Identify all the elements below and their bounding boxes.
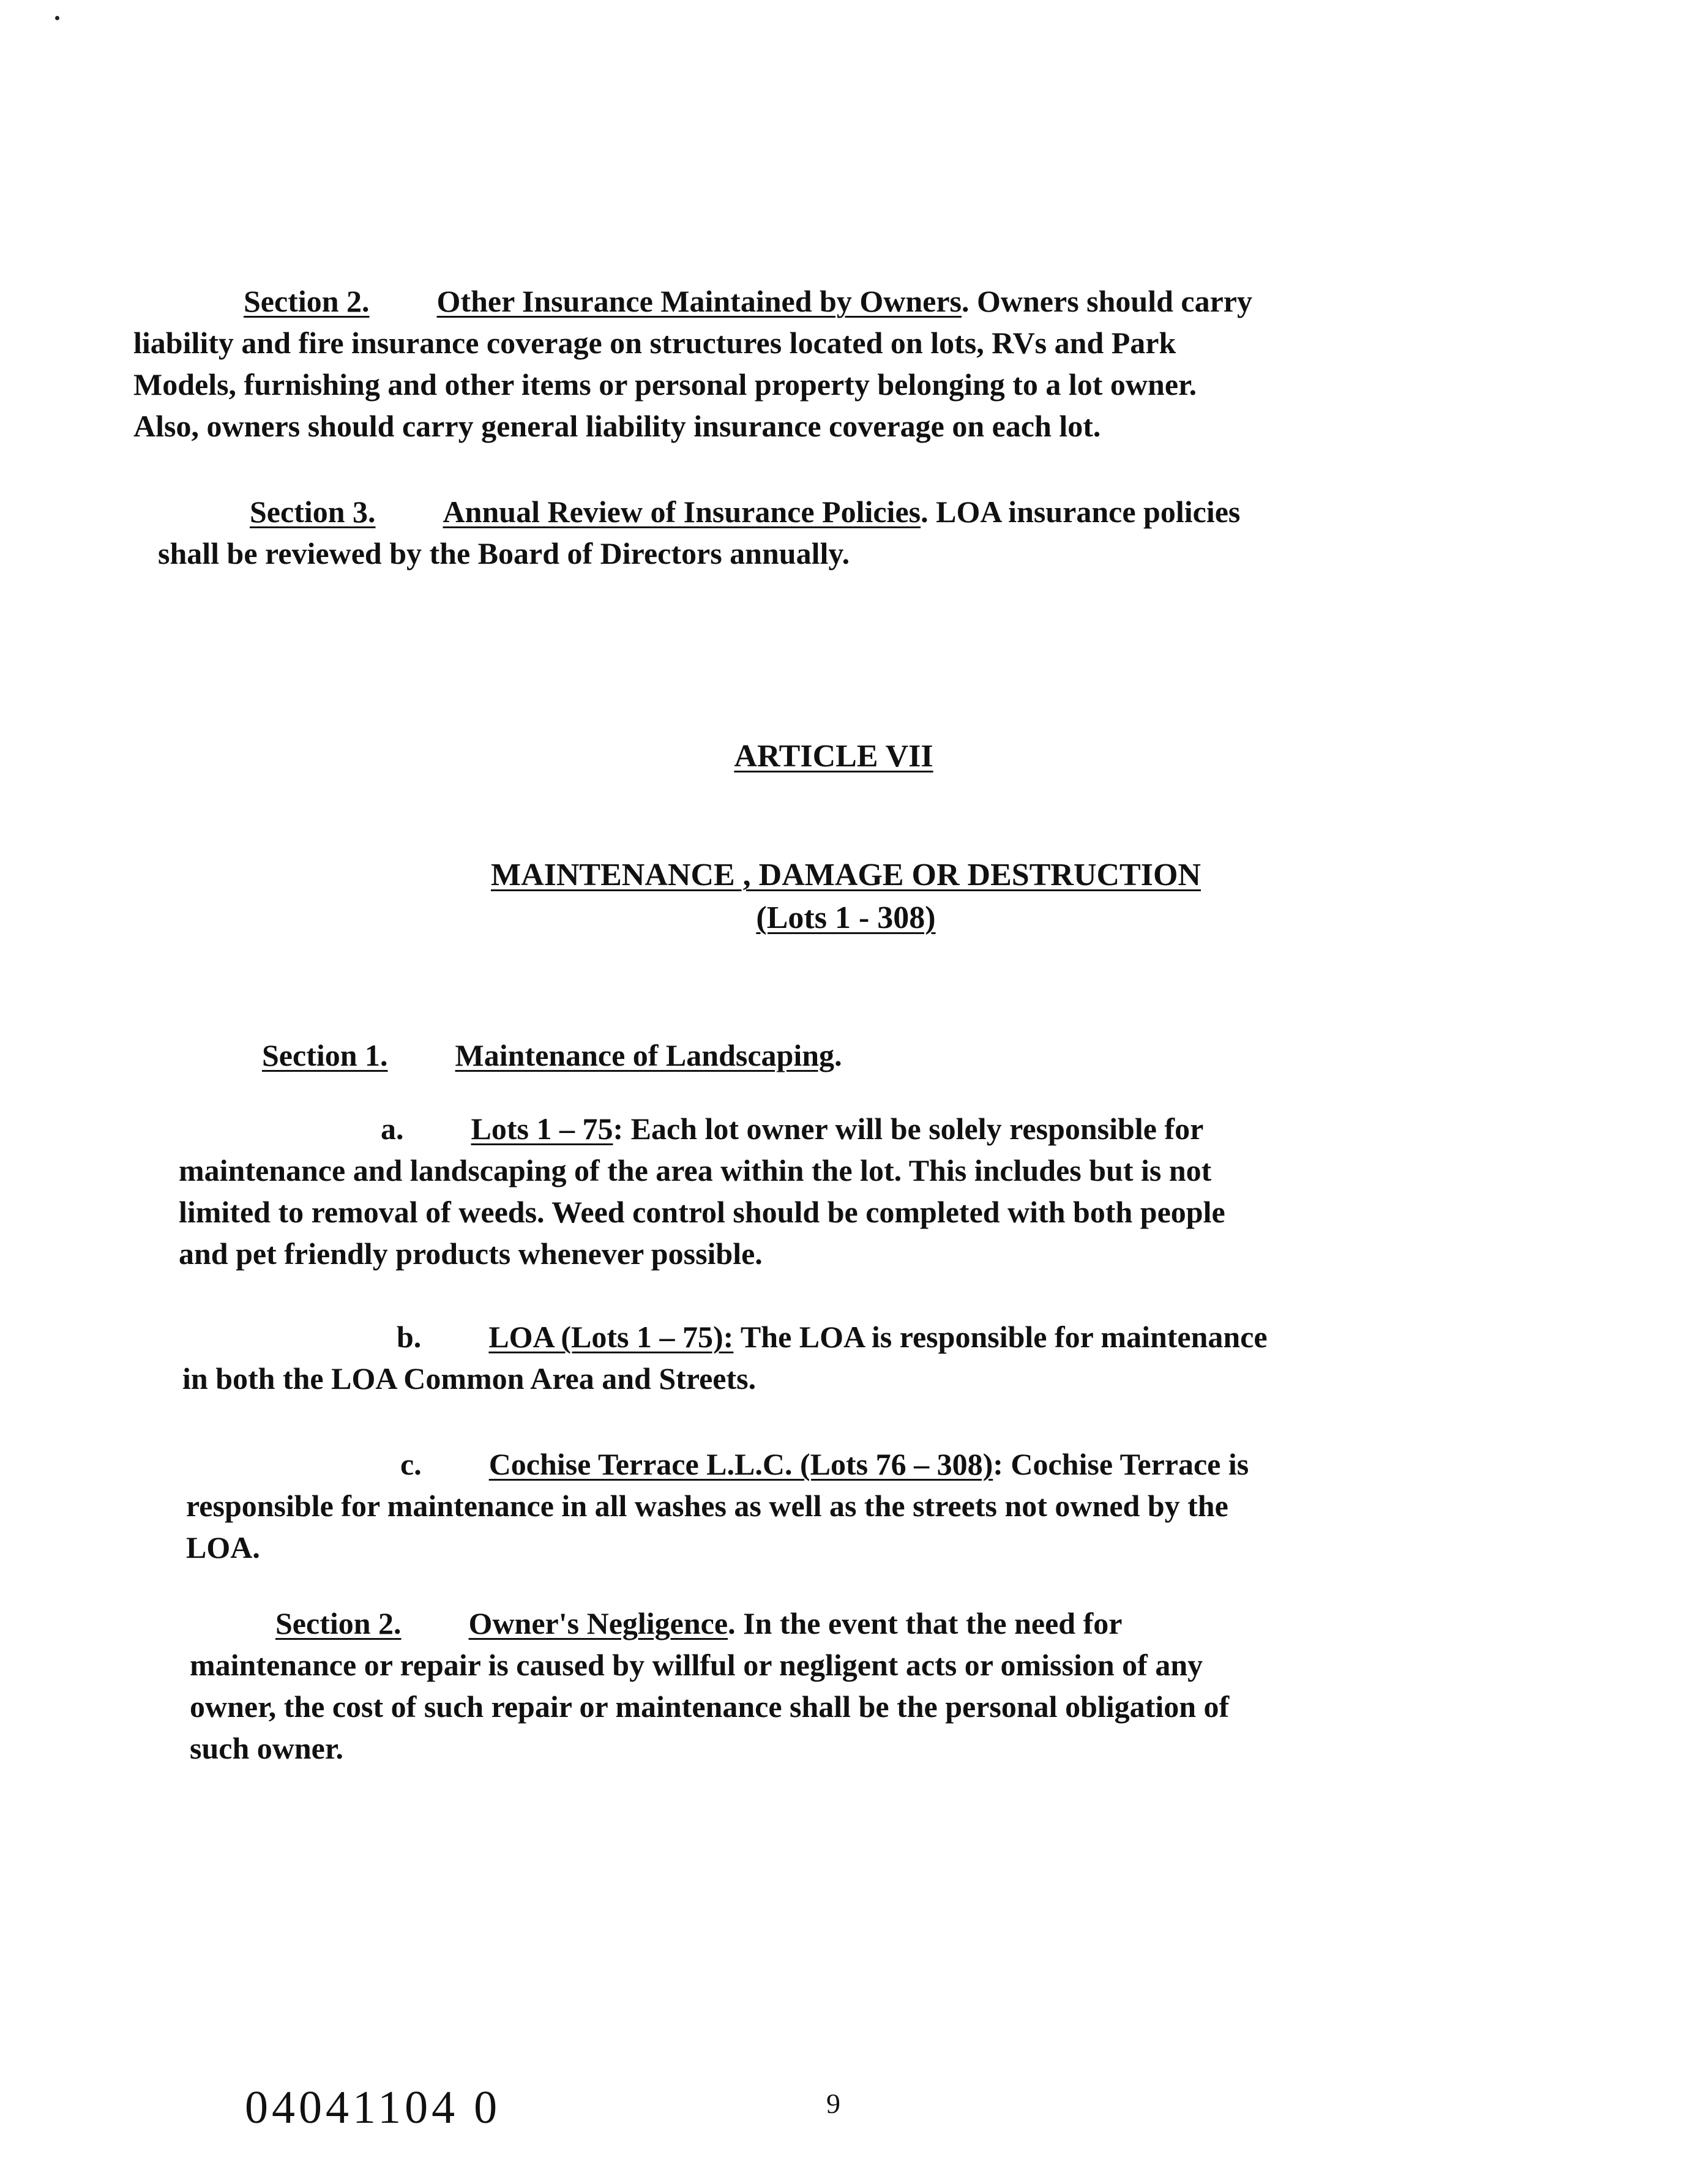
section-1-maintenance-heading [262, 1034, 842, 1076]
section-title: Annual Review of Insurance Policies [443, 495, 921, 529]
section-label: Section 3. [250, 495, 376, 529]
paragraph-line: limited to removal of weeds. Weed control should be completed with both people [179, 1195, 1225, 1229]
line-text: . In the event that the need for [728, 1606, 1123, 1640]
paragraph-line: responsible for maintenance in all washes as well as the streets not owned by the [186, 1489, 1228, 1523]
item-marker: c. [400, 1447, 422, 1481]
paragraph-line: maintenance and landscaping of the area within the lot. This includes but is not [179, 1153, 1212, 1187]
line-text: . LOA insurance policies [921, 495, 1241, 529]
line-text: : Cochise Terrace is [993, 1447, 1249, 1481]
scan-speck [55, 16, 59, 20]
item-c-paragraph [186, 1443, 1249, 1568]
paragraph-line [158, 491, 1240, 533]
line-text: . [834, 1038, 842, 1072]
section-title: Other Insurance Maintained by Owners [436, 284, 962, 318]
item-title: Lots 1 – 75 [471, 1112, 613, 1146]
item-a-paragraph [179, 1108, 1225, 1274]
line-text: : Each lot owner will be solely responsible for [613, 1112, 1204, 1146]
paragraph-line: Also, owners should carry general liability insurance coverage on each lot. [133, 409, 1101, 443]
page-number: 9 [826, 2088, 840, 2119]
article-subheading: MAINTENANCE , DAMAGE OR DESTRUCTION [491, 858, 1201, 892]
item-b-paragraph [182, 1316, 1268, 1399]
section-2-negligence-paragraph [190, 1602, 1229, 1769]
paragraph-line: Models, furnishing and other items or personal property belonging to a lot owner. [133, 367, 1197, 402]
item-title: LOA (Lots 1 – 75): [488, 1320, 734, 1354]
paragraph-line: maintenance or repair is caused by willful or negligent acts or omission of any [190, 1648, 1203, 1682]
paragraph-line: liability and fire insurance coverage on structures located on lots, RVs and Park [133, 326, 1176, 360]
section-label: Section 2. [275, 1606, 402, 1640]
item-title: Cochise Terrace L.L.C. (Lots 76 – 308) [488, 1447, 993, 1481]
document-code: 04041104 0 [245, 2082, 501, 2133]
paragraph-line: owner, the cost of such repair or maintenance shall be the personal obligation of [190, 1689, 1230, 1724]
paragraph-line: shall be reviewed by the Board of Directors annually. [158, 536, 850, 570]
paragraph-line [179, 1108, 1225, 1150]
item-marker: b. [397, 1320, 422, 1354]
article-heading: ARTICLE VII [734, 739, 933, 774]
paragraph-line [133, 280, 1252, 322]
paragraph-line: and pet friendly products whenever possible. [179, 1236, 763, 1271]
section-label: Section 1. [262, 1038, 388, 1072]
section-label: Section 2. [244, 284, 370, 318]
section-title: Maintenance of Landscaping [455, 1038, 835, 1072]
paragraph-line [190, 1602, 1229, 1644]
paragraph-line [186, 1443, 1249, 1485]
item-marker: a. [381, 1112, 404, 1146]
line-text: . Owners should carry [962, 284, 1252, 318]
paragraph-line: such owner. [190, 1731, 343, 1765]
paragraph-line: LOA. [186, 1530, 260, 1565]
section-2-insurance-paragraph [133, 280, 1252, 447]
section-title: Owner's Negligence [468, 1606, 728, 1640]
paragraph-line: in both the LOA Common Area and Streets. [182, 1361, 757, 1396]
line-text: The LOA is responsible for maintenance [733, 1320, 1268, 1354]
paragraph-line [182, 1316, 1268, 1358]
section-3-insurance-paragraph [158, 491, 1240, 574]
article-lots-range: (Lots 1 - 308) [756, 900, 936, 935]
